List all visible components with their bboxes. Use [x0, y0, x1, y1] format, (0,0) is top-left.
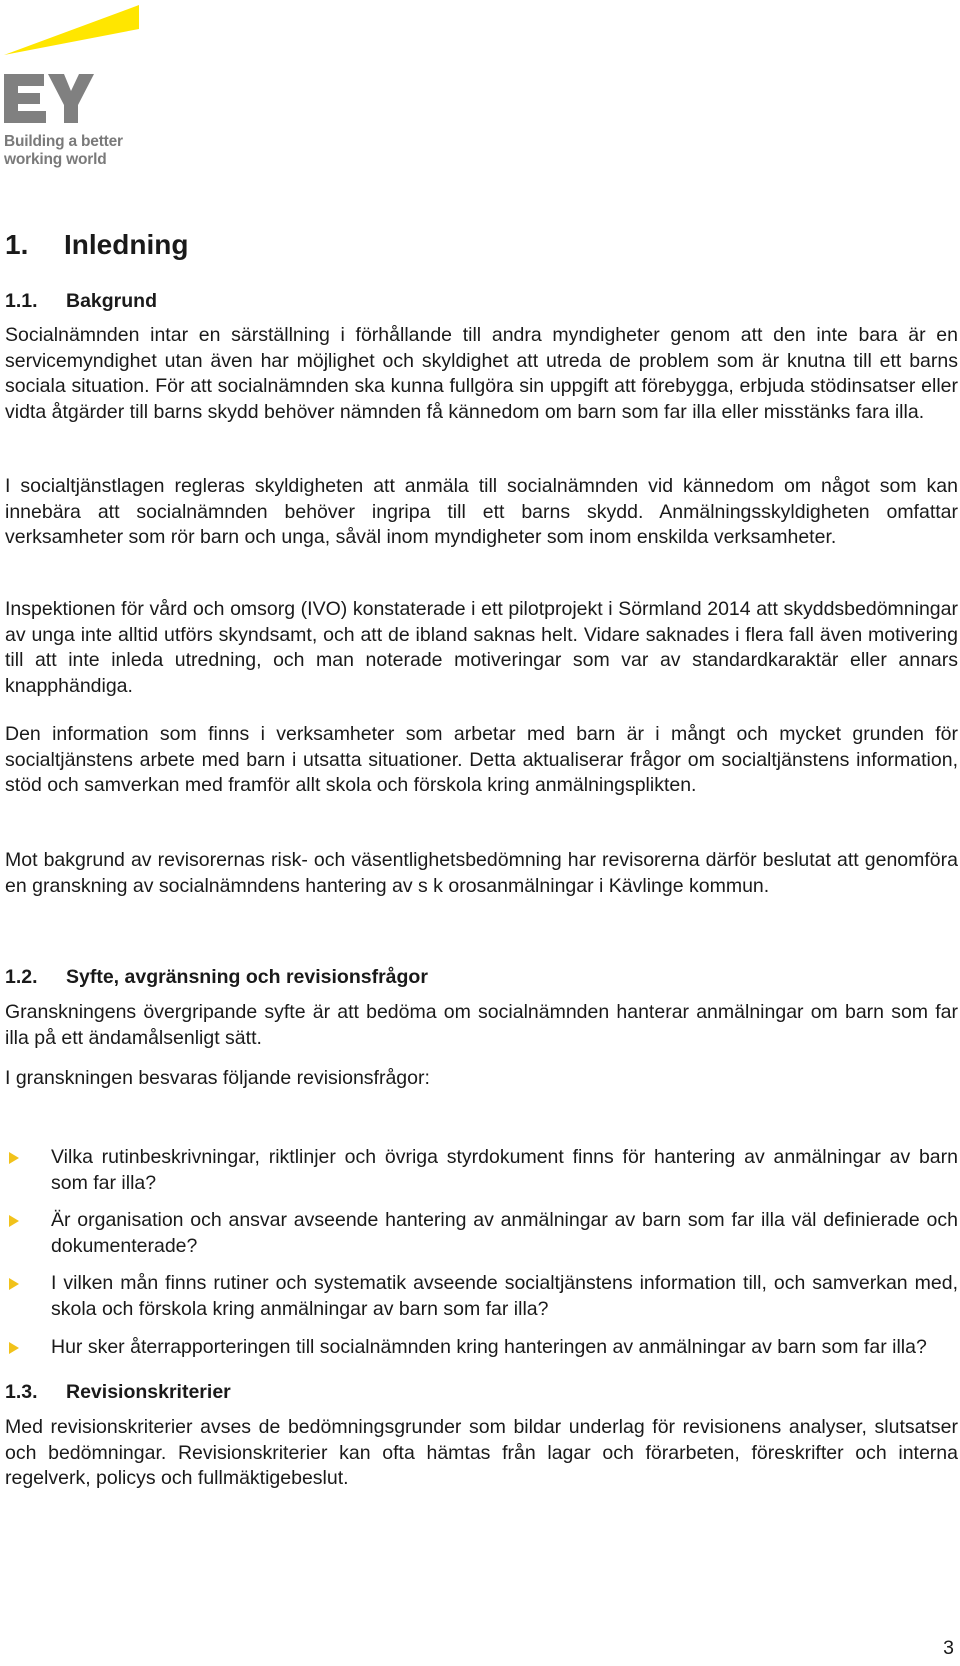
paragraph: Inspektionen för vård och omsorg (IVO) konstaterade i ett pilotprojekt i Sörmland 2014 att skyddsbedömningar av unga inte alltid utförs skyndsamt, och att de ibland saknas helt. Vidare saknades i flera fall även motivering till att inte inleda utredning, och man noterade motiveringar som var av standardkaraktär eller annars knapphändiga.	[5, 598, 958, 697]
paragraph: Mot bakgrund av revisorernas risk- och väsentlighetsbedömning har revisorerna därför beslutat att genomföra en granskning av socialnämndens hantering av s k orosanmälningar i Kävlinge kommun.	[5, 849, 958, 897]
logo-letter-y	[48, 74, 94, 123]
bullet-arrow-icon	[9, 1152, 19, 1164]
list-item	[5, 1208, 958, 1259]
question-list	[5, 1145, 958, 1372]
paragraph: Med revisionskriterier avses de bedömningsgrunder som bildar underlag för revisionens analyser, slutsatser och bedömningar. Revisionskriterier kan ofta hämtas från lagar och förarbeten, föreskrifter och interna regelverk, policys och fullmäktigebeslut.	[5, 1416, 958, 1490]
page-number: 3	[943, 1637, 954, 1659]
list-item-text: I vilken mån finns rutiner och systematik avseende socialtjänstens information till, och samverkan med, skola och förskola kring anmälningar av barn som far illa?	[51, 1272, 958, 1320]
paragraph: I granskningen besvaras följande revisionsfrågor:	[5, 1067, 430, 1089]
list-item	[5, 1271, 958, 1322]
paragraph: Granskningens övergripande syfte är att bedöma om socialnämnden hanterar anmälningar om barn som far illa på ett ändamålsenligt sätt.	[5, 1001, 958, 1049]
heading-number: 1.3.	[5, 1381, 38, 1403]
paragraph: I socialtjänstlagen regleras skyldigheten att anmäla till socialnämnden vid kännedom om något som kan innebära att socialnämnden behöver ingripa till ett barns skydd. Anmälningsskyldigheten omfattar verksamheter som rör barn och unga, såväl inom myndigheter som inom enskilda verksamheter.	[5, 475, 958, 549]
list-item	[5, 1145, 958, 1196]
heading-syfte	[5, 965, 428, 989]
list-item-text: Är organisation och ansvar avseende hantering av anmälningar av barn som far illa väl definierade och dokumenterade?	[51, 1209, 958, 1257]
heading-inledning	[5, 228, 188, 262]
logo-yellow-beam	[4, 5, 139, 55]
paragraph: Socialnämnden intar en särställning i förhållande till andra myndigheter genom att den inte bara är en servicemyndighet utan även har möjlighet och skyldighet att utreda de problem som är knutna till ett barns sociala situation. För att socialnämnden ska kunna fullgöra sin uppgift att förebygga, erbjuda stödinsatser eller vidta åtgärder till barns skydd behöver nämnden få kännedom om barn som far illa eller misstänks fara illa.	[5, 324, 958, 423]
heading-title: Inledning	[64, 229, 189, 260]
ey-logo	[4, 5, 154, 175]
heading-title: Bakgrund	[66, 290, 158, 312]
list-item-text: Vilka rutinbeskrivningar, riktlinjer och övriga styrdokument finns för hantering av anmälningar av barn som far illa?	[51, 1146, 958, 1194]
ey-logo-mark	[4, 5, 154, 130]
heading-number: 1.1.	[5, 290, 38, 312]
list-item-text: Hur sker återrapporteringen till socialnämnden kring hanteringen av anmälningar av barn som far illa?	[51, 1335, 927, 1358]
heading-bakgrund	[5, 289, 157, 313]
heading-number: 1.	[5, 229, 29, 260]
logo-tagline	[4, 133, 123, 169]
list-item	[5, 1335, 958, 1361]
heading-revisionskriterier	[5, 1380, 231, 1404]
logo-tagline-line1: Building a better	[4, 133, 123, 150]
bullet-arrow-icon	[9, 1215, 19, 1227]
heading-number: 1.2.	[5, 966, 38, 988]
logo-letter-e	[4, 74, 46, 123]
paragraph: Den information som finns i verksamheter som arbetar med barn är i mångt och mycket grunden för socialtjänstens arbete med barn i utsatta situationer. Detta aktualiserar frågor om socialtjänstens information, stöd och samverkan med framför allt skola och förskola kring anmälningsplikten.	[5, 723, 958, 797]
heading-title: Syfte, avgränsning och revisionsfrågor	[66, 966, 428, 988]
bullet-arrow-icon	[9, 1278, 19, 1290]
heading-title: Revisionskriterier	[66, 1381, 231, 1403]
logo-tagline-line2: working world	[4, 151, 107, 168]
bullet-arrow-icon	[9, 1342, 19, 1354]
